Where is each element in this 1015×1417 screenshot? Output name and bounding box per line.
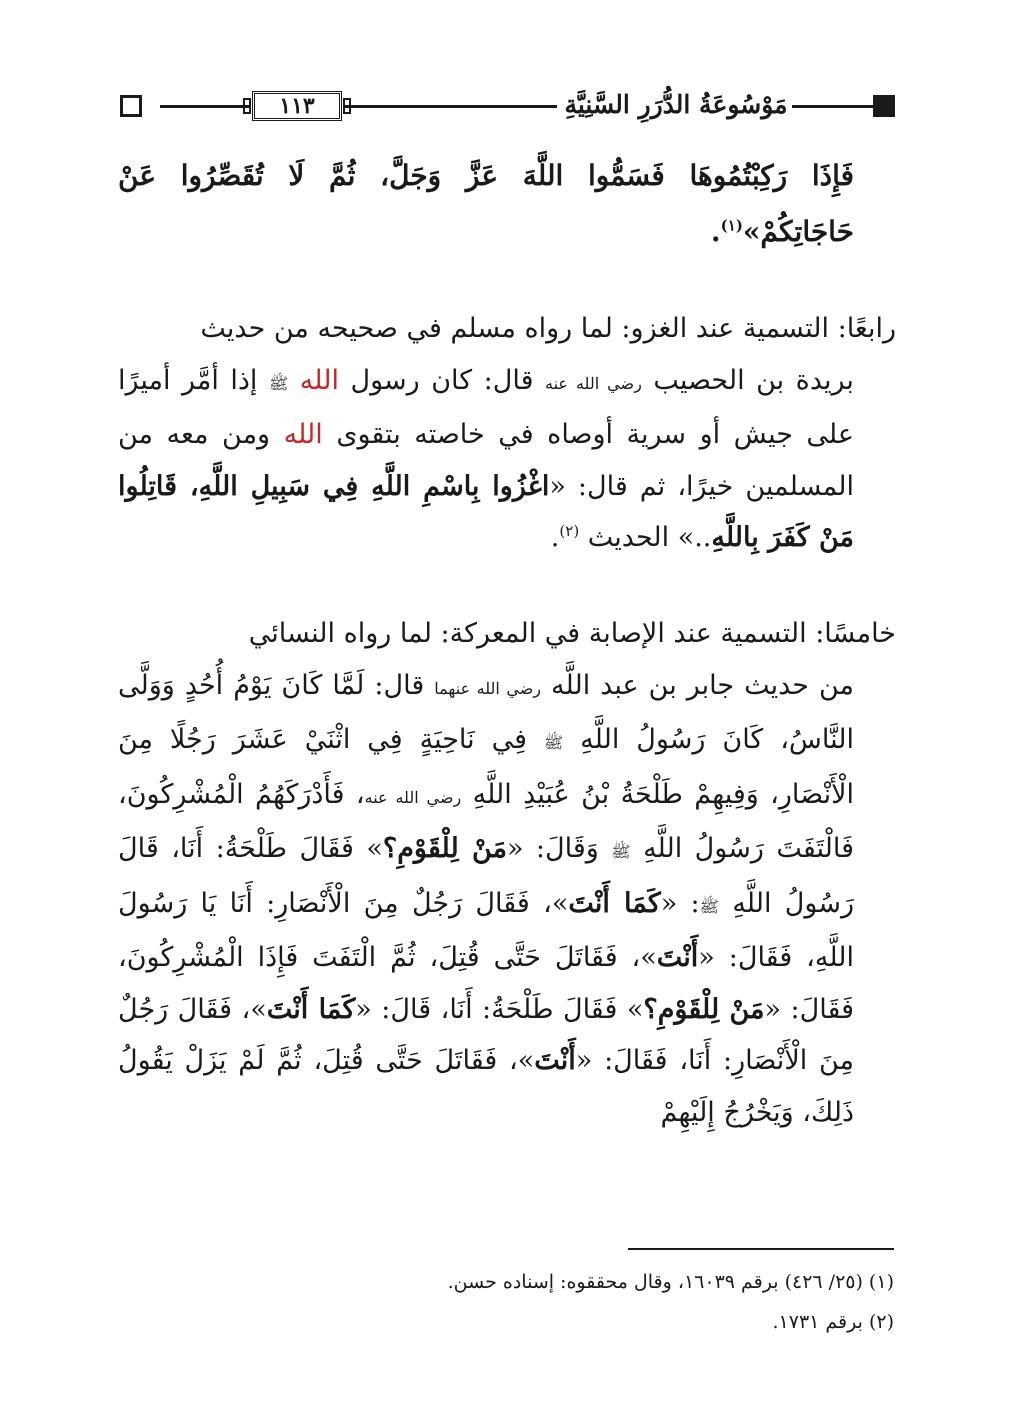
section-fourth: رابعًا: التسمية عند الغزو: لما رواه مسلم في صحيحه من حديث بريدة بن الحصيب رضي الله عنه قال: كان رسول الله ﷺ إذا أمَّر أميرًا على جيش أو سرية أوصاه في خاصته بتقوى الله ومن معه من المسلمين خيرًا، ثم قال: «اغْزُوا بِاسْمِ اللَّهِ فِي سَبِيلِ اللَّهِ، قَاتِلُوا مَنْ كَفَرَ بِاللَّهِ..» الحديث $^{(٢)}$. <box>118 313 896 553</box>
footnote: (١) (٢٥/ ٤٢٦) برقم ١٦٠٣٩، وقال محققوه: إسناده حسن. <box>447 1271 894 1293</box>
salawat: ﷺ <box>611 842 631 861</box>
solid-square-ornament <box>873 95 895 117</box>
hadith-quote: أَنْتَ <box>534 1045 576 1076</box>
footnote-ref: (١) <box>720 216 743 235</box>
section-fifth: خامسًا: التسمية عند الإصابة في المعركة: لما رواه النسائي من حديث جابر بن عبد اللَّه رضي الله عنهما قال: لَمَّا كَانَ يَوْمُ أُحُدٍ وَوَلَّى النَّاسُ، كَانَ رَسُولُ اللَّهِ ﷺ فِي نَاحِيَةٍ فِي اثْنَيْ عَشَرَ رَجُلًا مِنَ الْأَنْصَارِ، وَفِيهِمْ طَلْحَةُ بْنُ عُبَيْدِ اللَّهِ رضي الله عنه، فَأَدْرَكَهُمُ الْمُشْرِكُونَ، فَالْتَفَتَ رَسُولُ اللَّهِ ﷺ وَقَالَ: «مَنْ لِلْقَوْمِ؟» فَقَالَ طَلْحَةُ: أَنَا، قَالَ رَسُولُ اللَّهِ ﷺ: «كَمَا أَنْتَ»، فَقَالَ رَجُلٌ مِنَ الْأَنْصَارِ: أَنَا يَا رَسُولَ اللَّهِ، فَقَالَ: «أَنْتَ»، فَقَاتَلَ حَتَّى قُتِلَ، ثُمَّ الْتَفَتَ فَإِذَا الْمُشْرِكُونَ، فَقَالَ: «مَنْ لِلْقَوْمِ؟» فَقَالَ طَلْحَةُ: أَنَا، قَالَ: «كَمَا أَنْتَ»، فَقَالَ رَجُلٌ مِنَ الْأَنْصَارِ: أَنَا، فَقَالَ: «أَنْتَ»، فَقَاتَلَ حَتَّى قُتِلَ، ثُمَّ لَمْ يَزَلْ يَقُولُ ذَلِكَ، وَيَخْرُجُ إِلَيْهِمْ <box>118 618 896 1128</box>
hadith-quote: أَنْتَ <box>656 942 699 973</box>
section-lead: رابعًا: التسمية عند الغزو: لما رواه مسلم في صحيحه من حديث <box>200 313 896 344</box>
honorific: رضي الله عنهما <box>434 678 542 698</box>
header-rule <box>160 105 250 108</box>
salawat: ﷺ <box>268 373 289 393</box>
book-title: مَوْسُوعَةُ الدُّرَرِ السَّنِيَّةِ <box>564 90 788 119</box>
hadith-quote: اغْزُوا بِاسْمِ اللَّهِ فِي سَبِيلِ اللَّهِ، قَاتِلُوا مَنْ كَفَرَ بِاللَّهِ <box>118 470 854 553</box>
footnotes <box>118 1262 894 1342</box>
hadith-quote: كَمَا أَنْتَ <box>568 887 661 919</box>
header-rule <box>792 105 880 108</box>
open-square-ornament <box>120 95 142 117</box>
footnote-separator <box>628 1248 894 1250</box>
hadith-quote: مَنْ لِلْقَوْمِ؟ <box>382 833 507 864</box>
divine-name: الله <box>283 419 323 450</box>
header-rule <box>345 105 557 108</box>
divine-name: الله <box>299 364 339 396</box>
footnote-ref: (٢) <box>559 522 580 540</box>
section-lead: خامسًا: التسمية عند الإصابة في المعركة: لما رواه النسائي <box>248 618 896 649</box>
continuation-text: فَإِذَا رَكِبْتُمُوهَا فَسَمُّوا اللَّهَ عَزَّ وَجَلَّ، ثُمَّ لَا تُقَصِّرُوا عَنْ حَاجَاتِكُمْ» <box>118 159 854 248</box>
hadith-quote: كَمَا أَنْتَ <box>266 993 356 1025</box>
salawat: ﷺ <box>543 733 564 752</box>
hadith-quote: مَنْ لِلْقَوْمِ؟ <box>643 993 765 1025</box>
honorific: رضي الله عنه <box>364 787 462 807</box>
page-number: ١١٣ <box>252 91 342 121</box>
page-header <box>120 88 895 124</box>
honorific: رضي الله عنه <box>545 373 642 393</box>
salawat: ﷺ <box>699 896 719 916</box>
footnote: (٢) برقم ١٧٣١. <box>772 1311 894 1333</box>
hadith-continuation: فَإِذَا رَكِبْتُمُوهَا فَسَمُّوا اللَّهَ عَزَّ وَجَلَّ، ثُمَّ لَا تُقَصِّرُوا عَنْ حَاجَاتِكُمْ»$^{(١)}$. <box>118 159 854 248</box>
